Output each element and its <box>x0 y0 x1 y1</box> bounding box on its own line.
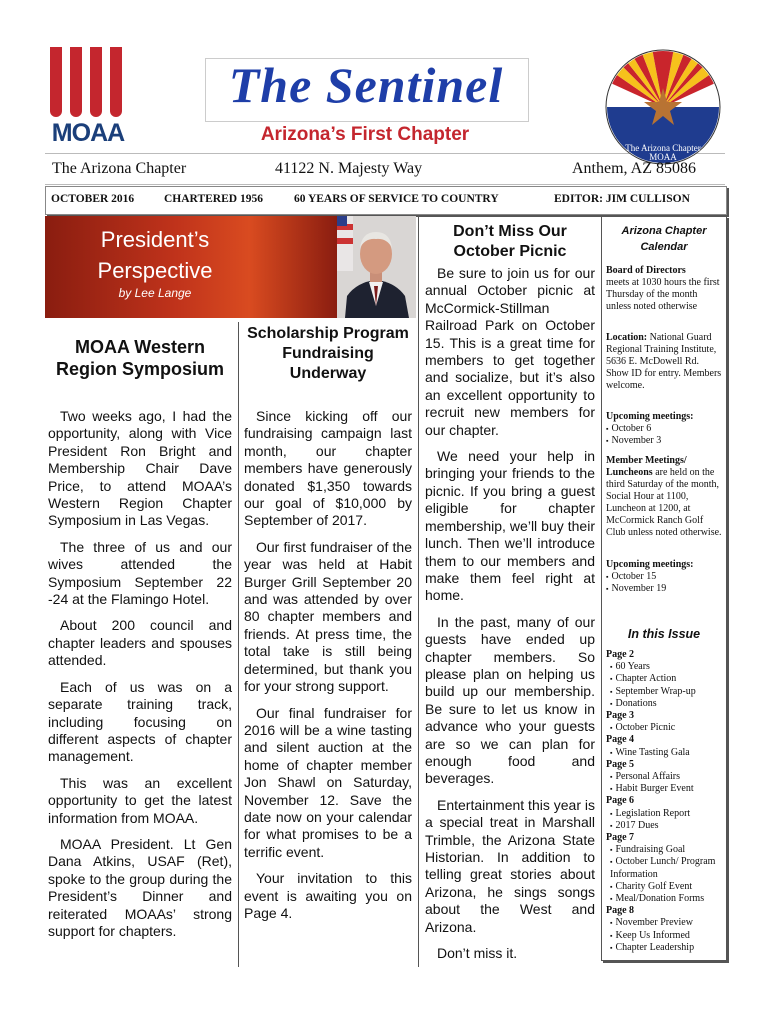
logo-text: MOAA <box>51 119 125 147</box>
sidebar-title: Calendar <box>640 241 688 253</box>
byline: by Lee Lange <box>118 286 192 300</box>
info-bar <box>45 186 727 215</box>
location-label: Location: <box>606 332 648 343</box>
article-paragraph: Since kicking off our fundraising campaign last month, our chapter members have generously donated $1,350 towards our goal of $10,000 by September of 2017. <box>244 408 412 529</box>
issue-date: OCTOBER 2016 <box>51 193 135 205</box>
article-paragraph: We need your help in bringing your friends to the picnic. If you bring a guest eligible for chapter membership, we’ll buy their lunch. Then we’ll introduce them to our members and make them feel right at home. <box>425 448 595 604</box>
upcoming-label: Upcoming meetings: <box>606 559 694 570</box>
meeting-date: ▪ October 15 <box>606 571 722 583</box>
meeting-date: ▪ November 3 <box>606 435 722 447</box>
issue-item: ▪ Keep Us Informed <box>606 930 722 942</box>
article-paragraph: About 200 council and chapter leaders and spouses attended. <box>48 617 232 669</box>
newsletter-subtitle: Arizona’s First Chapter <box>260 124 470 145</box>
logo-bar-icon <box>90 47 102 117</box>
issue-list <box>606 649 722 954</box>
issue-page-label: Page 4 <box>606 734 635 746</box>
svg-text:The Arizona Chapter: The Arizona Chapter <box>625 143 701 153</box>
column-divider <box>238 322 239 967</box>
issue-item: ▪ November Preview <box>606 917 722 929</box>
issue-page-label: Page 8 <box>606 905 635 917</box>
article-paragraph: Our first fundraiser of the year was held at Habit Burger Grill September 20 and was attended by over 80 chapter members and friends. At press time, the total take is still being determined, but thank you for your strong support. <box>244 538 412 695</box>
article-body <box>48 408 232 949</box>
article-headline: MOAA Western Region Symposium <box>55 337 225 379</box>
issue-item: ▪ October Picnic <box>606 722 722 734</box>
sidebar-title: Arizona Chapter <box>621 225 707 237</box>
member-text: are held on the third Saturday of the month, Social Hour at 1100, Luncheon at 1200, at McCormick Ranch Golf Club unless noted otherwise. <box>606 467 722 538</box>
logo-bar-icon <box>70 47 82 117</box>
member-meetings-info <box>606 455 722 539</box>
board-label: Board of Directors <box>606 265 686 276</box>
article-headline: Don’t Miss Our October Picnic <box>453 223 567 260</box>
issue-item: ▪ 2017 Dues <box>606 820 722 832</box>
article-paragraph: MOAA President. Lt Gen Dana Atkins, USAF (Ret), spoke to the group during the President’s Dinner and reiterated MOAAs’ strong support for chapters. <box>48 835 232 939</box>
article-paragraph: Be sure to join us for our annual October picnic at McCormick-Stillman Railroad Park on October 15. This is a great time for members to get together and socialize, but it’s also an excellent opportunity to recruit new members for our chapter. <box>425 265 595 438</box>
article-paragraph: In the past, many of our guests have ended up chapter members. So please plan on helping us build up our membership. Be sure to let us know in advance who your guests are so we can plan for enough food and beverages. <box>425 613 595 787</box>
article-paragraph: The three of us and our wives attended the Symposium September 22 -24 at the Flamingo Hotel. <box>48 538 232 608</box>
meeting-date: ▪ November 19 <box>606 583 722 595</box>
article-paragraph: Each of us was on a separate training track, including focusing on different aspects of chapter management. <box>48 678 232 765</box>
article-paragraph: Don’t miss it. <box>437 945 518 962</box>
board-meetings <box>606 411 722 447</box>
calendar-sidebar <box>601 216 727 961</box>
issue-item: ▪ Habit Burger Event <box>606 783 722 795</box>
issue-heading: In this Issue <box>627 627 701 641</box>
issue-item: ▪ Charity Golf Event <box>606 881 722 893</box>
article-paragraph: Your invitation to this event is awaiting you on Page 4. <box>244 870 412 921</box>
article-paragraph: Two weeks ago, I had the opportunity, along with Vice President Ron Bright and Membership Chair Dave Price, to attend MOAA’s Western Region Chapter Symposium in Las Vegas. <box>48 408 232 529</box>
issue-item: ▪ Chapter Action <box>606 673 722 685</box>
logo-bar-icon <box>110 47 122 117</box>
banner-title-line: Perspective <box>97 258 213 283</box>
banner-title-line: President’s <box>100 227 210 252</box>
years-of-service: 60 YEARS OF SERVICE TO COUNTRY <box>294 193 499 205</box>
issue-page-label: Page 2 <box>606 649 635 660</box>
meeting-date: ▪ October 6 <box>606 423 722 435</box>
arizona-flag-seal-icon <box>604 48 722 166</box>
issue-page-label: Page 6 <box>606 795 635 807</box>
issue-item: ▪ 60 Years <box>606 661 722 673</box>
column-divider <box>418 216 419 967</box>
issue-item: ▪ Donations <box>606 698 722 710</box>
city-address: Anthem, AZ 85086 <box>572 160 696 177</box>
president-photo <box>337 216 416 318</box>
issue-item: ▪ Legislation Report <box>606 808 722 820</box>
newsletter-title: The Sentinel <box>228 57 504 113</box>
issue-item: ▪ Meal/Donation Forms <box>606 893 722 905</box>
location-text: National Guard Regional Training Institute, 5636 E. McDowell Rd. Show ID for entry. Members welcome. <box>606 332 722 391</box>
article-paragraph: Our final fundraiser for 2016 will be a wine tasting and silent auction at the home of chapter member Jon Shawl on Saturday, November 12. Save the date now on your calendar for what promises to be a terrific event. <box>244 704 412 860</box>
issue-item: ▪ Chapter Leadership <box>606 942 722 954</box>
issue-item: ▪ Wine Tasting Gala <box>606 747 722 759</box>
street-address: 41122 N. Majesty Way <box>275 160 423 177</box>
issue-item: ▪ Fundraising Goal <box>606 844 722 856</box>
svg-text:MOAA: MOAA <box>649 152 677 162</box>
article-body <box>244 408 412 931</box>
article-paragraph: Entertainment this year is a special treat in Marshall Trimble, the Arizona State Historian. In addition to telling great stories about Arizona, he sings songs about the West and Arizona. <box>425 796 595 935</box>
article-body <box>425 265 595 971</box>
chapter-name: The Arizona Chapter <box>52 160 187 177</box>
moaa-logo <box>42 47 134 147</box>
board-text: meets at 1030 hours the first Thursday of the month unless noted otherwise <box>606 277 720 312</box>
article-paragraph: This was an excellent opportunity to get the latest information from MOAA. <box>48 774 232 826</box>
issue-item: ▪ September Wrap-up <box>606 686 722 698</box>
article-headline: Scholarship Program Fundraising Underway <box>247 325 409 382</box>
logo-bar-icon <box>50 47 62 117</box>
issue-item: ▪ Personal Affairs <box>606 771 722 783</box>
member-meetings <box>606 559 722 595</box>
in-this-issue <box>602 617 726 960</box>
issue-item: ▪ October Lunch/ Program Information <box>606 856 722 880</box>
board-info <box>606 265 722 313</box>
chartered-year: CHARTERED 1956 <box>164 193 263 205</box>
location-info <box>606 332 722 392</box>
issue-page-label: Page 5 <box>606 758 635 770</box>
member-label: Member Meetings/ Luncheons <box>606 455 687 478</box>
issue-page-label: Page 7 <box>606 832 635 844</box>
editor-name: EDITOR: JIM CULLISON <box>554 193 690 205</box>
divider <box>45 184 725 185</box>
issue-page-label: Page 3 <box>606 710 635 722</box>
presidents-perspective-banner <box>45 216 337 318</box>
upcoming-label: Upcoming meetings: <box>606 411 694 422</box>
